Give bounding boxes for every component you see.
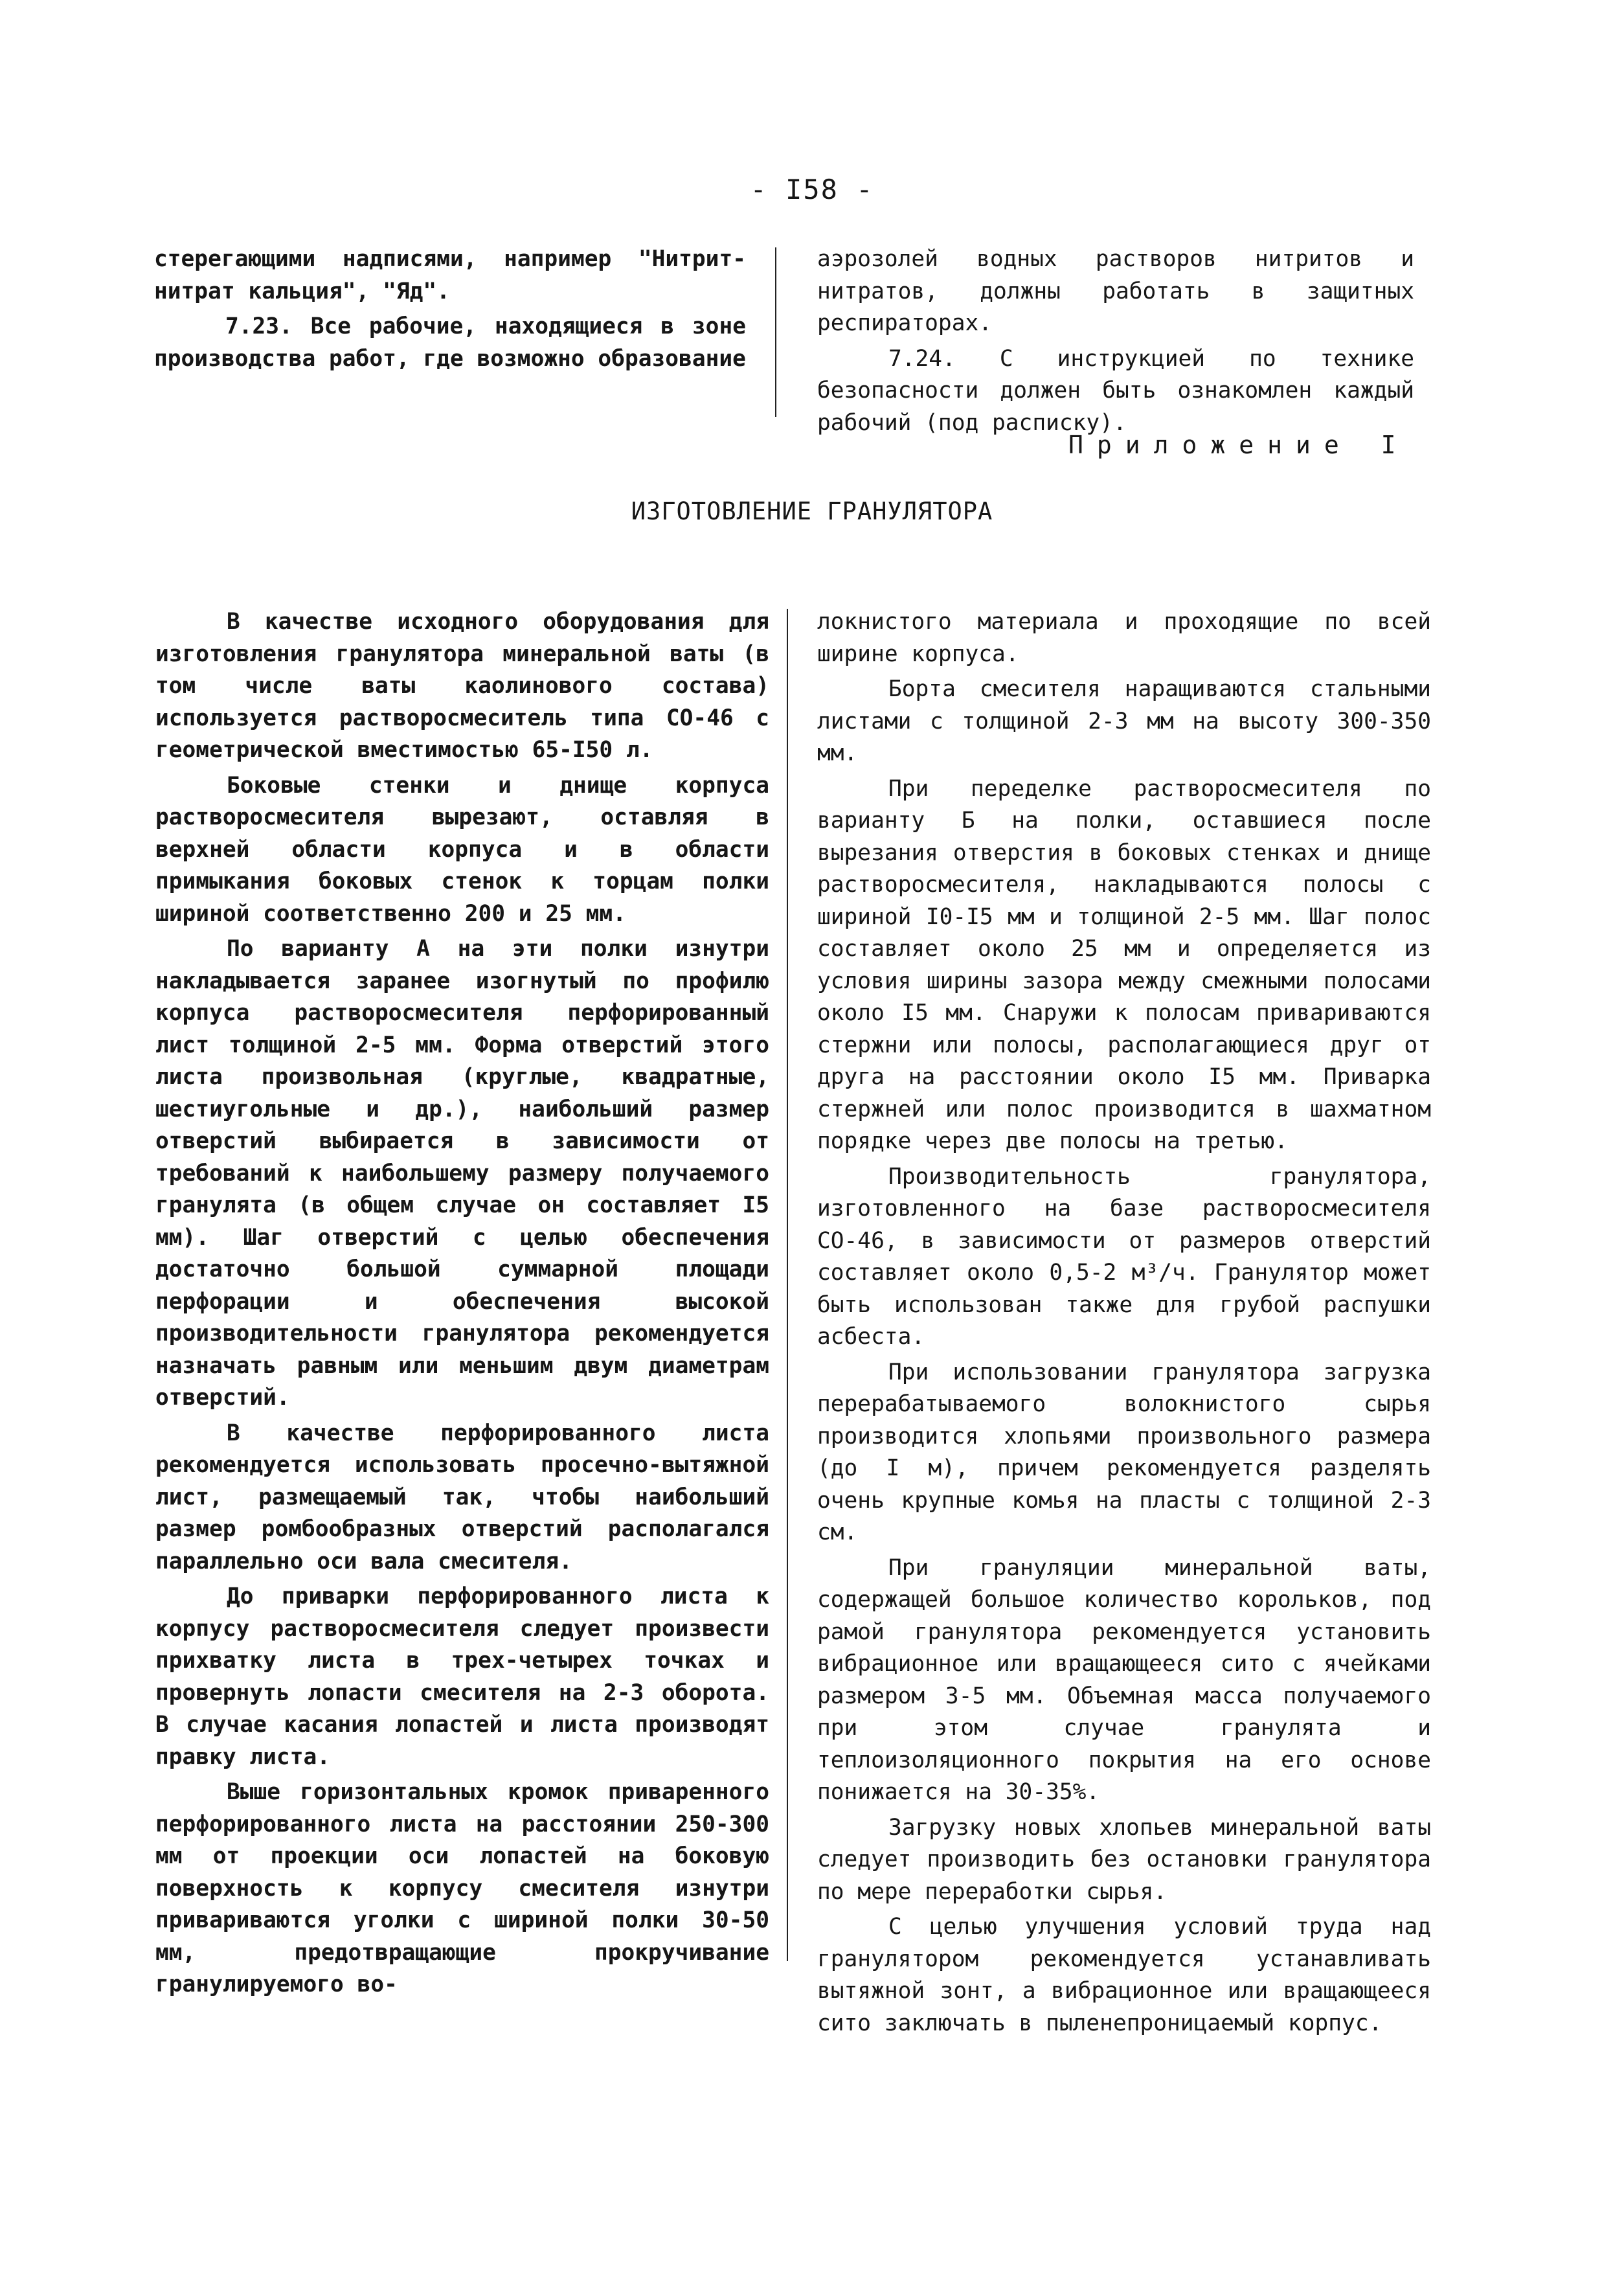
- top-left-column: [154, 244, 746, 378]
- left-paragraph-5: До приварки перфорированного листа к корпусу растворосмесителя следует произвести прихватку листа в трех-четырех точках и провернуть лопасти смесителя на 2-3 оборота. В случае касания лопастей и листа производят правку листа.: [155, 1584, 769, 1770]
- right-paragraph-8: С целью улучшения условий труда над гранулятором рекомендуется устанавливать вытяжной зонт, а вибрационное или вращающееся сито заключать в пыленепроницаемый корпус.: [817, 1914, 1431, 2036]
- right-paragraph-5: При использовании гранулятора загрузка перерабатываемого волокнистого сырья производится хлопьями произвольного размера (до I м), причем рекомендуется разделять очень крупные комья на пласты с толщиной 2-3 см.: [817, 1359, 1431, 1545]
- right-paragraph-6: При грануляции минеральной ваты, содержащей большое количество корольков, под рамой гранулятора рекомендуется установить вибрационное или вращающееся сито с ячейками размером 3-5 мм. Объемная масса получаемого при этом случае гранулята и теплоизоляционного покрытия на его основе понижается на 30-35%.: [817, 1554, 1431, 1805]
- section-title: ИЗГОТОВЛЕНИЕ ГРАНУЛЯТОРА: [631, 497, 993, 525]
- top-right-paragraph-1: аэрозолей водных растворов нитритов и нитратов, должны работать в защитных респираторах.: [817, 246, 1414, 336]
- right-paragraph-3: При переделке растворосмесителя по варианту Б на полки, оставшиеся после вырезания отверстия в боковых стенках и днище растворосмесителя, накладываются полосы с шириной I0-I5 мм и толщиной 2-5 мм. Шаг полос составляет около 25 мм и определяется из условия ширины зазора между смежными полосами около I5 мм. Снаружи к полосам привариваются стержни или полосы, располагающиеся друг от друга на расстоянии около I5 мм. Приварка стержней или полос производится в шахматном порядке через две полосы на третью.: [817, 775, 1431, 1154]
- top-right-column: [817, 244, 1414, 442]
- page-number: - I58 -: [750, 174, 874, 205]
- top-left-paragraph-2: 7.23. Все рабочие, находящиеся в зоне производства работ, где возможно образование: [154, 313, 746, 372]
- left-paragraph-2: Боковые стенки и днище корпуса растворосмесителя вырезают, оставляя в верхней области корпуса и в области примыкания боковых стенок к торцам полки шириной соответственно 200 и 25 мм.: [155, 772, 769, 927]
- right-paragraph-7: Загрузку новых хлопьев минеральной ваты следует производить без остановки гранулятора по мере переработки сырья.: [817, 1814, 1431, 1905]
- left-paragraph-6: Выше горизонтальных кромок приваренного перфорированного листа на расстоянии 250-300 мм от проекции оси лопастей на боковую поверхность к корпусу смесителя изнутри привариваются уголки с шириной полки 30-50 мм, предотвращающие прокручивание гранулируемого во-: [155, 1779, 769, 1997]
- left-paragraph-4: В качестве перфорированного листа рекомендуется использовать просечно-вытяжной лист, размещаемый так, чтобы наибольший размер ромбообразных отверстий располагался параллельно оси вала смесителя.: [155, 1420, 769, 1574]
- left-paragraph-3: По варианту А на эти полки изнутри накладывается заранее изогнутый по профилю корпуса растворосмесителя перфорированный лист толщиной 2-5 мм. Форма отверстий этого листа произвольная (круглые, квадратные, шестиугольные и др.), наибольший размер отверстий выбирается в зависимости от требований к наибольшему размеру получаемого гранулята (в общем случае он составляет I5 мм). Шаг отверстий с целью обеспечения достаточно большой суммарной площади перфорации и обеспечения высокой производительности гранулятора рекомендуется назначать равным или меньшим двум диаметрам отверстий.: [155, 936, 769, 1411]
- top-left-paragraph-1: стерегающими надписями, например "Нитрит-нитрат кальция", "Яд".: [154, 246, 746, 304]
- right-paragraph-2: Борта смесителя наращиваются стальными листами с толщиной 2-3 мм на высоту 300-350 мм.: [817, 676, 1431, 766]
- top-column-divider: [775, 247, 776, 417]
- appendix-label: Приложение I: [1068, 431, 1410, 459]
- body-column-divider: [787, 609, 788, 1961]
- right-column: [817, 606, 1431, 2043]
- right-paragraph-1: локнистого материала и проходящие по всей ширине корпуса.: [817, 609, 1431, 667]
- left-paragraph-1: В качестве исходного оборудования для изготовления гранулятора минеральной ваты (в том числе ваты каолинового состава) используется растворосмеситель типа СО-46 с геометрической вместимостью 65-I50 л.: [155, 609, 769, 763]
- left-column: [155, 606, 769, 2005]
- right-paragraph-4: Производительность гранулятора, изготовленного на базе растворосмесителя СО-46, в зависимости от размеров отверстий составляет около 0,5-2 м³/ч. Гранулятор может быть использован также для грубой распушки асбеста.: [817, 1163, 1431, 1350]
- top-right-paragraph-2: 7.24. С инструкцией по технике безопасности должен быть ознакомлен каждый рабочий (под расписку).: [817, 345, 1414, 436]
